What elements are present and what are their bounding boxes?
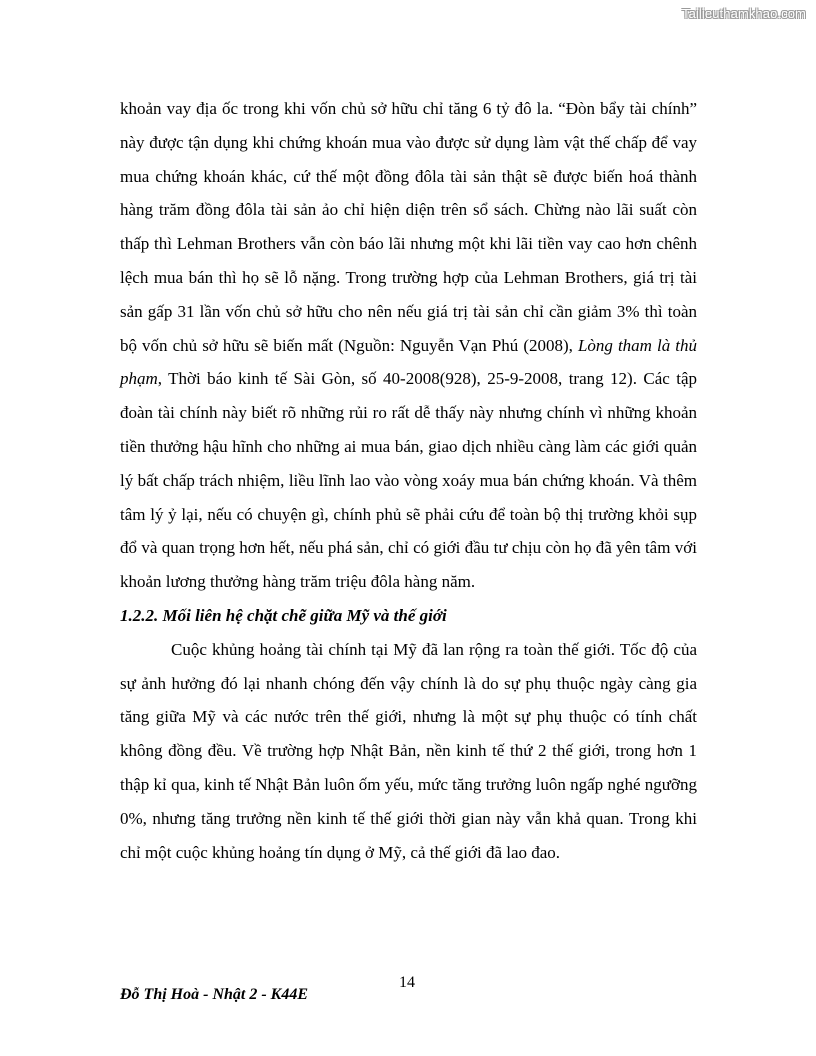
document-body: [120, 92, 697, 869]
paragraph-1-text-before-title: khoản vay địa ốc trong khi vốn chủ sở hữu chỉ tăng 6 tỷ đô la. “Đòn bẩy tài chính” này được tận dụng khi chứng khoán mua vào được sử dụng làm vật thế chấp để vay mua chứng khoán khác, cứ thế một đồng đôla tài sản thật sẽ được biến hoá thành hàng trăm đồng đôla tài sản ảo chỉ hiện diện trên sổ sách. Chừng nào lãi suất còn thấp thì Lehman Brothers vẫn còn báo lãi nhưng một khi lãi tiền vay cao hơn chênh lệch mua bán thì họ sẽ lỗ nặng. Trong trường hợp của Lehman Brothers, giá trị tài sản gấp 31 lần vốn chủ sở hữu cho nên nếu giá trị tài sản chỉ cần giảm 3% thì toàn bộ vốn chủ sở hữu sẽ biến mất (Nguồn: Nguyễn Vạn Phú (2008),: [120, 99, 697, 355]
page-number: 14: [399, 974, 415, 991]
paragraph-1: [120, 92, 697, 599]
watermark-text: Tailieuthamkhao.com: [681, 6, 806, 21]
paragraph-1-text-after-title: , Thời báo kinh tế Sài Gòn, số 40-2008(928), 25-9-2008, trang 12). Các tập đoàn tài chính này biết rõ những rủi ro rất dễ thấy này nhưng chính vì những khoản tiền thưởng hậu hĩnh cho những ai mua bán, giao dịch nhiều càng làm các giới quản lý bất chấp trách nhiệm, liều lĩnh lao vào vòng xoáy mua bán chứng khoán. Và thêm tâm lý ỷ lại, nếu có chuyện gì, chính phủ sẽ phải cứu để toàn bộ thị trường khỏi sụp đổ và quan trọng hơn hết, nếu phá sản, chỉ có giới đầu tư chịu còn họ đã yên tâm với khoản lương thưởng hàng trăm triệu đôla hàng năm.: [120, 369, 697, 592]
section-heading: 1.2.2. Mối liên hệ chặt chẽ giữa Mỹ và thế giới: [120, 605, 447, 625]
cited-article-title: Lòng tham là thủ phạm: [120, 335, 698, 389]
footer-author: Đỗ Thị Hoà - Nhật 2 - K44E: [120, 986, 309, 1003]
paragraph-2: Cuộc khủng hoảng tài chính tại Mỹ đã lan rộng ra toàn thế giới. Tốc độ của sự ảnh hưởng đó lại nhanh chóng đến vậy chính là do sự phụ thuộc ngày càng gia tăng giữa Mỹ và các nước trên thế giới, nhưng là một sự phụ thuộc có tính chất không đồng đều. Về trường hợp Nhật Bản, nền kinh tế thứ 2 thế giới, trong hơn 1 thập kỉ qua, kinh tế Nhật Bản luôn ốm yếu, mức tăng trưởng luôn ngấp nghé ngưỡng 0%, nhưng tăng trưởng nền kinh tế thế giới thời gian này vẫn khả quan. Trong khi chỉ một cuộc khủng hoảng tín dụng ở Mỹ, cả thế giới đã lao đao.: [120, 639, 697, 862]
